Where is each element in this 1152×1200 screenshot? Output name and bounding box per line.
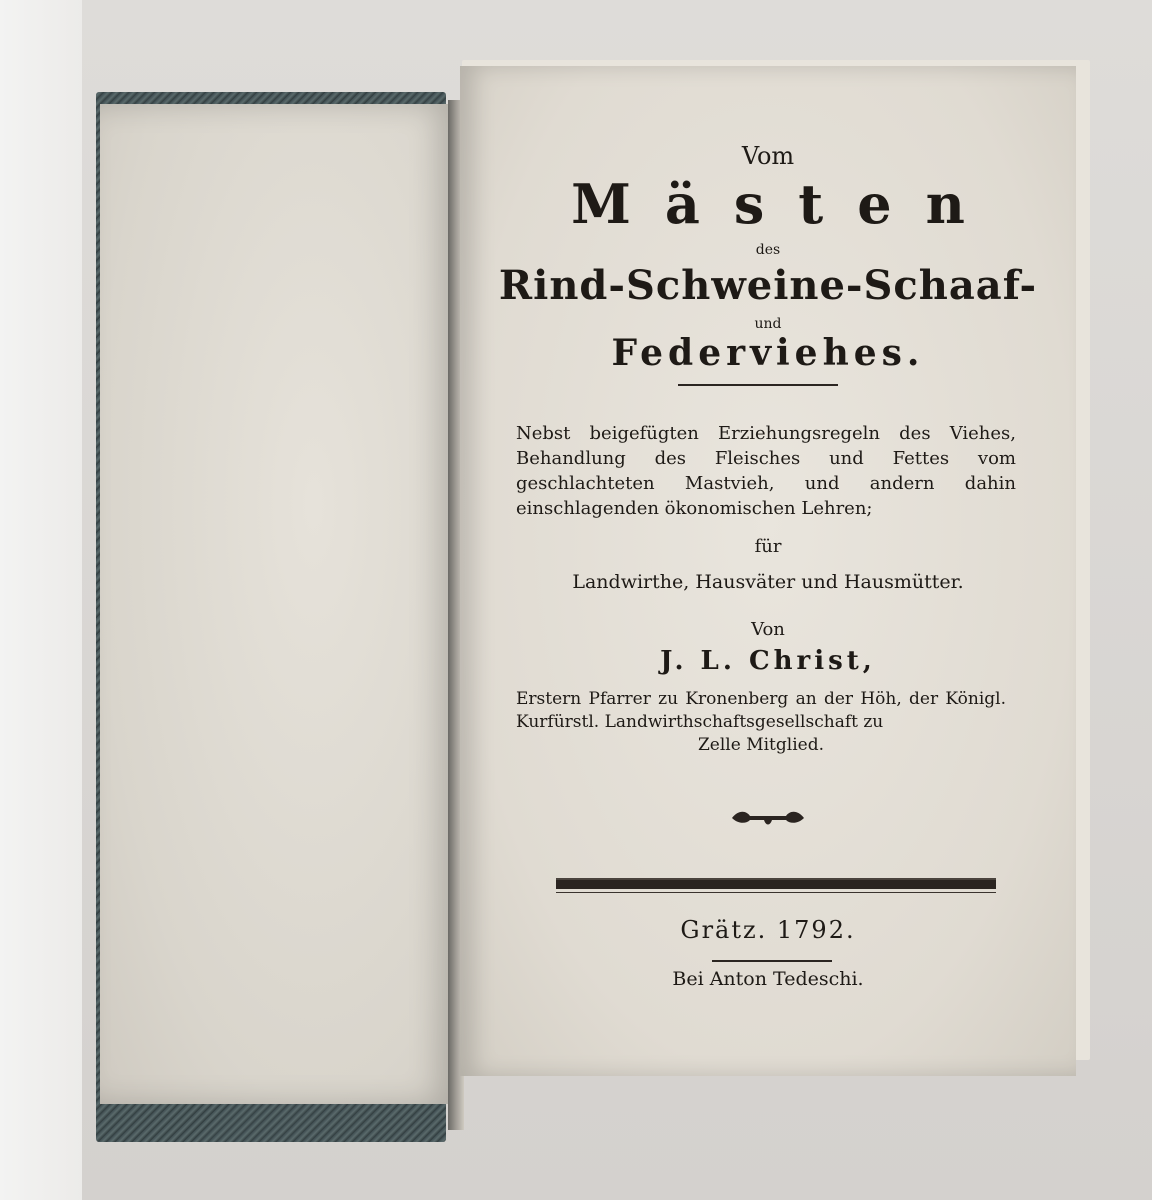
place-year: Grätz. 1792. [680,916,856,944]
author-credentials [516,688,1006,757]
audience-line: Landwirthe, Hausväter und Hausmütter. [572,571,964,593]
left-blank-page [100,104,456,1104]
author-name: J. L. Christ, [660,646,876,676]
title-federviehes: Federviehes. [611,332,925,374]
hair-rule [556,892,996,893]
text-fuer: für [754,536,782,557]
thick-rule [556,878,996,889]
title-und: und [754,316,782,332]
open-book [82,92,1092,1150]
credentials-last-line: Zelle Mitglied. [698,735,824,755]
title-maesten: Mästen [571,172,999,236]
divider-rule [678,384,838,386]
title-des: des [755,242,781,258]
title-page [460,66,1076,1076]
title-livestock: Rind-Schweine-Schaaf- [498,262,1038,309]
backdrop-white-card [0,0,82,1200]
publisher-line: Bei Anton Tedeschi. [672,968,864,990]
subtitle-description: Nebst beigefügten Erziehungsregeln des Viehes, Behandlung des Fleisches und Fettes vom geschlachteten Mastvieh, und andern dahin einschlagenden ökonomischen Lehren; [516,423,1016,519]
text-von: Von [751,619,785,640]
ornament-icon [728,806,808,830]
credentials-text: Erstern Pfarrer zu Kronenberg an der Höh, der Königl. Kurfürstl. Landwirthschaftsgesellschaft zu [516,689,1006,732]
short-rule [712,960,832,962]
title-vom: Vom [741,142,795,170]
